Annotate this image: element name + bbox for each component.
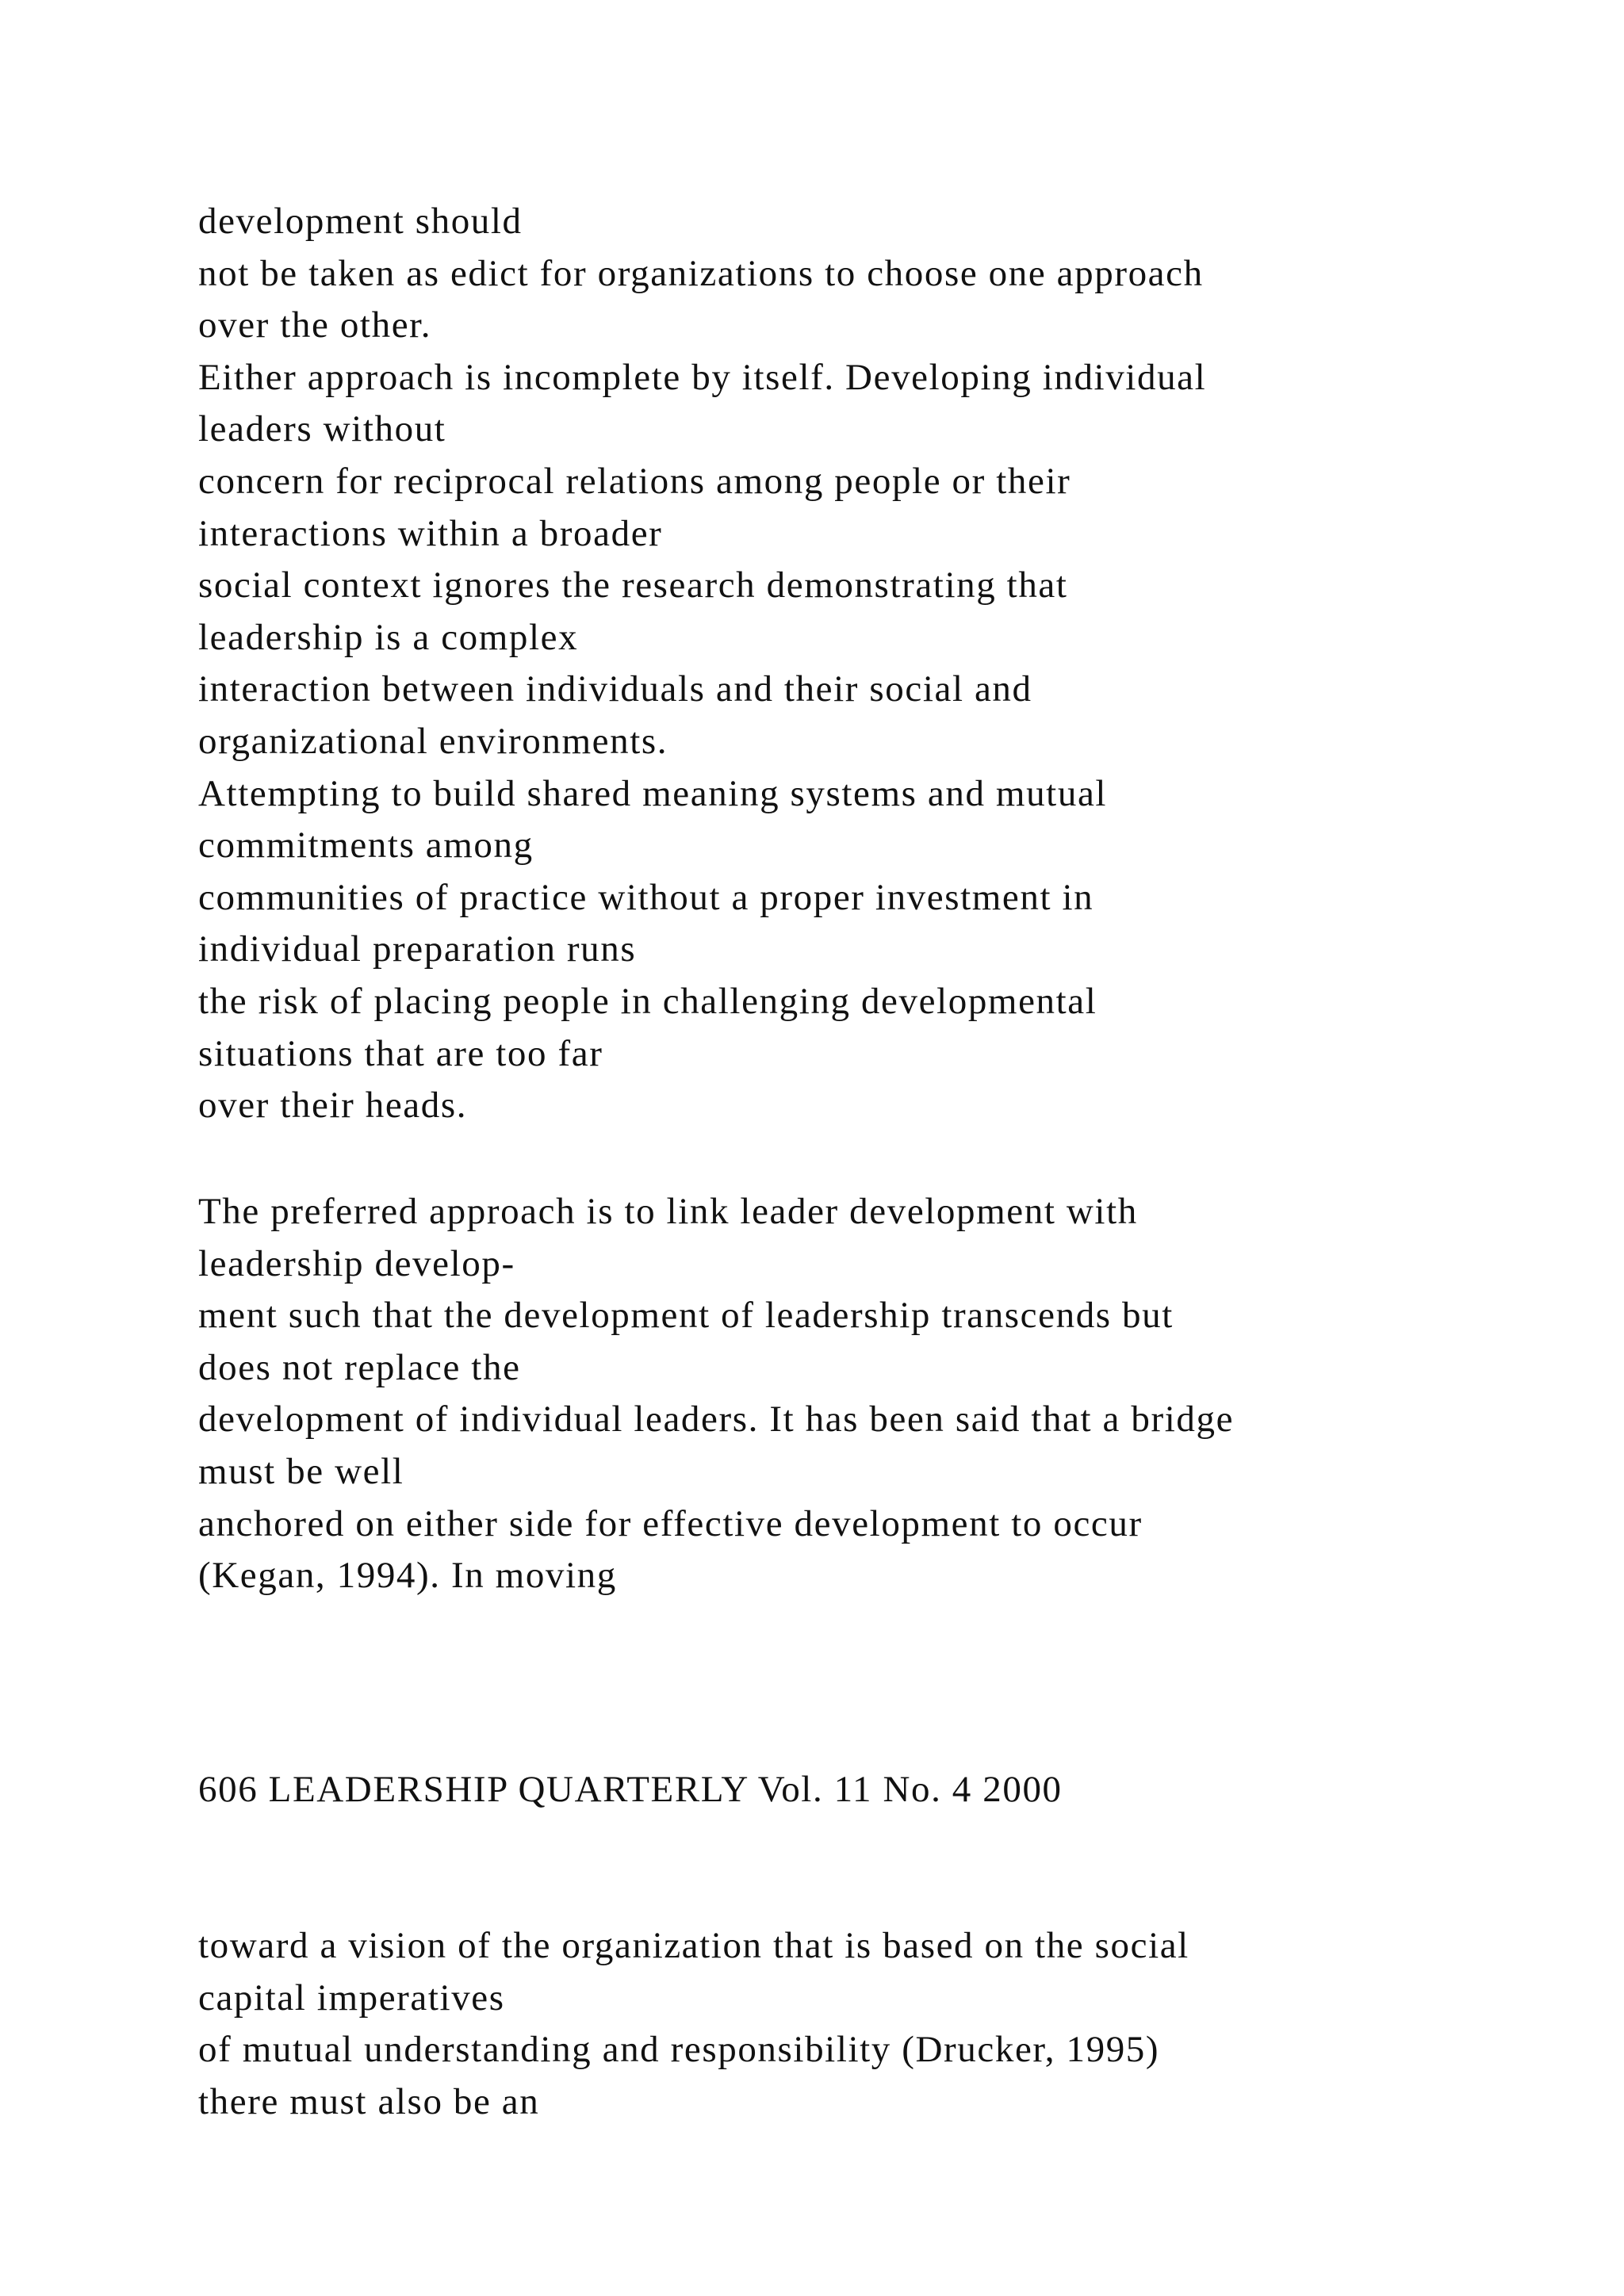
running-header-text: 606 LEADERSHIP QUARTERLY Vol. 11 No. 4 2000 (198, 1769, 1063, 1810)
text-line: not be taken as edict for organizations to choose one approach (198, 252, 1204, 294)
paragraph-2 (198, 1186, 1546, 1602)
text-line: over the other. (198, 304, 432, 346)
text-line: does not replace the (198, 1346, 521, 1388)
text-line: leaders without (198, 408, 446, 450)
text-line: development of individual leaders. It has been said that a bridge (198, 1399, 1235, 1441)
text-line: over their heads. (198, 1085, 468, 1127)
text-line: ment such that the development of leadership transcends but (198, 1295, 1174, 1337)
text-line: interactions within a broader (198, 512, 663, 554)
text-line: toward a vision of the organization that is based on the social (198, 1925, 1189, 1966)
text-line: individual preparation runs (198, 928, 637, 970)
text-line: Attempting to build shared meaning systems and mutual (198, 772, 1108, 814)
text-line: social context ignores the research demonstrating that (198, 564, 1068, 607)
text-line: situations that are too far (198, 1032, 603, 1074)
text-line: leadership develop- (198, 1242, 515, 1284)
paragraph-1 (198, 196, 1546, 1132)
text-line: commitments among (198, 825, 534, 867)
text-line: concern for reciprocal relations among people or their (198, 460, 1071, 502)
text-line: organizational environments. (198, 720, 668, 762)
text-line: development should (198, 201, 523, 242)
text-line: (Kegan, 1994). In moving (198, 1555, 617, 1597)
text-line: the risk of placing people in challenging developmental (198, 980, 1097, 1022)
text-line: leadership is a complex (198, 616, 579, 658)
text-line: capital imperatives (198, 1976, 505, 2019)
text-line: Either approach is incomplete by itself. Developing individual (198, 356, 1207, 398)
paragraph-3 (198, 1920, 1546, 2128)
text-line: of mutual understanding and responsibility (Drucker, 1995) (198, 2029, 1160, 2071)
text-line: communities of practice without a proper investment in (198, 876, 1094, 918)
text-line: The preferred approach is to link leader development with (198, 1191, 1138, 1232)
text-line: must be well (198, 1450, 404, 1492)
text-line: interaction between individuals and their social and (198, 668, 1032, 710)
text-line: anchored on either side for effective development to occur (198, 1502, 1143, 1544)
text-line: there must also be an (198, 2080, 540, 2122)
running-header (198, 1764, 1546, 1816)
